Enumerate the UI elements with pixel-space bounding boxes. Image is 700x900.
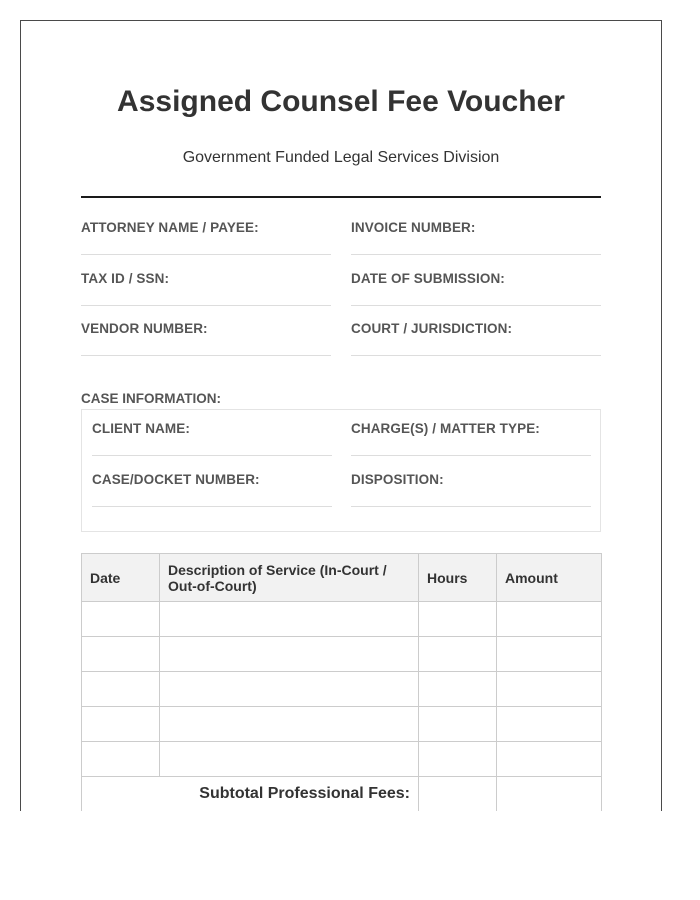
table-row [82,742,602,777]
hours-cell[interactable] [419,707,497,742]
table-row [82,672,602,707]
hours-cell[interactable] [419,742,497,777]
date-of-submission-input-line[interactable] [351,305,601,306]
subtotal-row [82,777,602,812]
client-name-input-line[interactable] [92,455,332,456]
invoice-number-input-line[interactable] [351,254,601,255]
court-jurisdiction-input-line[interactable] [351,355,601,356]
description-cell[interactable] [160,637,419,672]
disposition-label: DISPOSITION: [351,472,444,487]
court-jurisdiction-label: COURT / JURISDICTION: [351,321,513,336]
docket-number-label: CASE/DOCKET NUMBER: [92,472,260,487]
amount-cell[interactable] [497,707,602,742]
column-header-description: Description of Service (In-Court / Out-of-Court) [160,554,419,602]
vendor-number-label: VENDOR NUMBER: [81,321,208,336]
amount-cell[interactable] [497,672,602,707]
document-subtitle: Government Funded Legal Services Division [182,149,500,166]
amount-cell[interactable] [497,637,602,672]
document-title: Assigned Counsel Fee Voucher [117,85,565,118]
vendor-number-field[interactable] [81,321,331,336]
subtotal-amount-cell[interactable] [497,777,602,812]
charges-field[interactable] [351,421,591,436]
column-header-amount: Amount [497,554,602,602]
hours-cell[interactable] [419,637,497,672]
charges-label: CHARGE(S) / MATTER TYPE: [351,421,540,436]
header-divider [81,196,601,198]
column-header-hours: Hours [419,554,497,602]
tax-id-input-line[interactable] [81,305,331,306]
table-row [82,637,602,672]
attorney-name-label: ATTORNEY NAME / PAYEE: [81,220,259,235]
date-cell[interactable] [82,602,160,637]
subtotal-hours-cell[interactable] [419,777,497,812]
date-cell[interactable] [82,742,160,777]
hours-cell[interactable] [419,602,497,637]
vendor-number-input-line[interactable] [81,355,331,356]
tax-id-label: TAX ID / SSN: [81,271,170,286]
subtotal-label: Subtotal Professional Fees: [82,777,419,812]
disposition-input-line[interactable] [351,506,591,507]
voucher-page [20,20,662,811]
case-information-box [81,409,601,532]
hours-cell[interactable] [419,672,497,707]
table-header-row [82,554,602,602]
court-jurisdiction-field[interactable] [351,321,601,336]
description-cell[interactable] [160,742,419,777]
disposition-field[interactable] [351,472,591,487]
date-cell[interactable] [82,707,160,742]
amount-cell[interactable] [497,742,602,777]
date-of-submission-label: DATE OF SUBMISSION: [351,271,505,286]
description-cell[interactable] [160,707,419,742]
table-row [82,707,602,742]
date-cell[interactable] [82,672,160,707]
description-cell[interactable] [160,602,419,637]
client-name-field[interactable] [92,421,332,436]
docket-number-input-line[interactable] [92,506,332,507]
amount-cell[interactable] [497,602,602,637]
table-row [82,602,602,637]
date-of-submission-field[interactable] [351,271,601,286]
date-cell[interactable] [82,637,160,672]
attorney-name-field[interactable] [81,220,331,235]
invoice-number-field[interactable] [351,220,601,235]
charges-input-line[interactable] [351,455,591,456]
services-table [81,553,602,811]
column-header-date: Date [82,554,160,602]
description-cell[interactable] [160,672,419,707]
invoice-number-label: INVOICE NUMBER: [351,220,476,235]
case-information-heading: CASE INFORMATION: [81,391,221,406]
tax-id-field[interactable] [81,271,331,286]
client-name-label: CLIENT NAME: [92,421,190,436]
attorney-name-input-line[interactable] [81,254,331,255]
docket-number-field[interactable] [92,472,332,487]
